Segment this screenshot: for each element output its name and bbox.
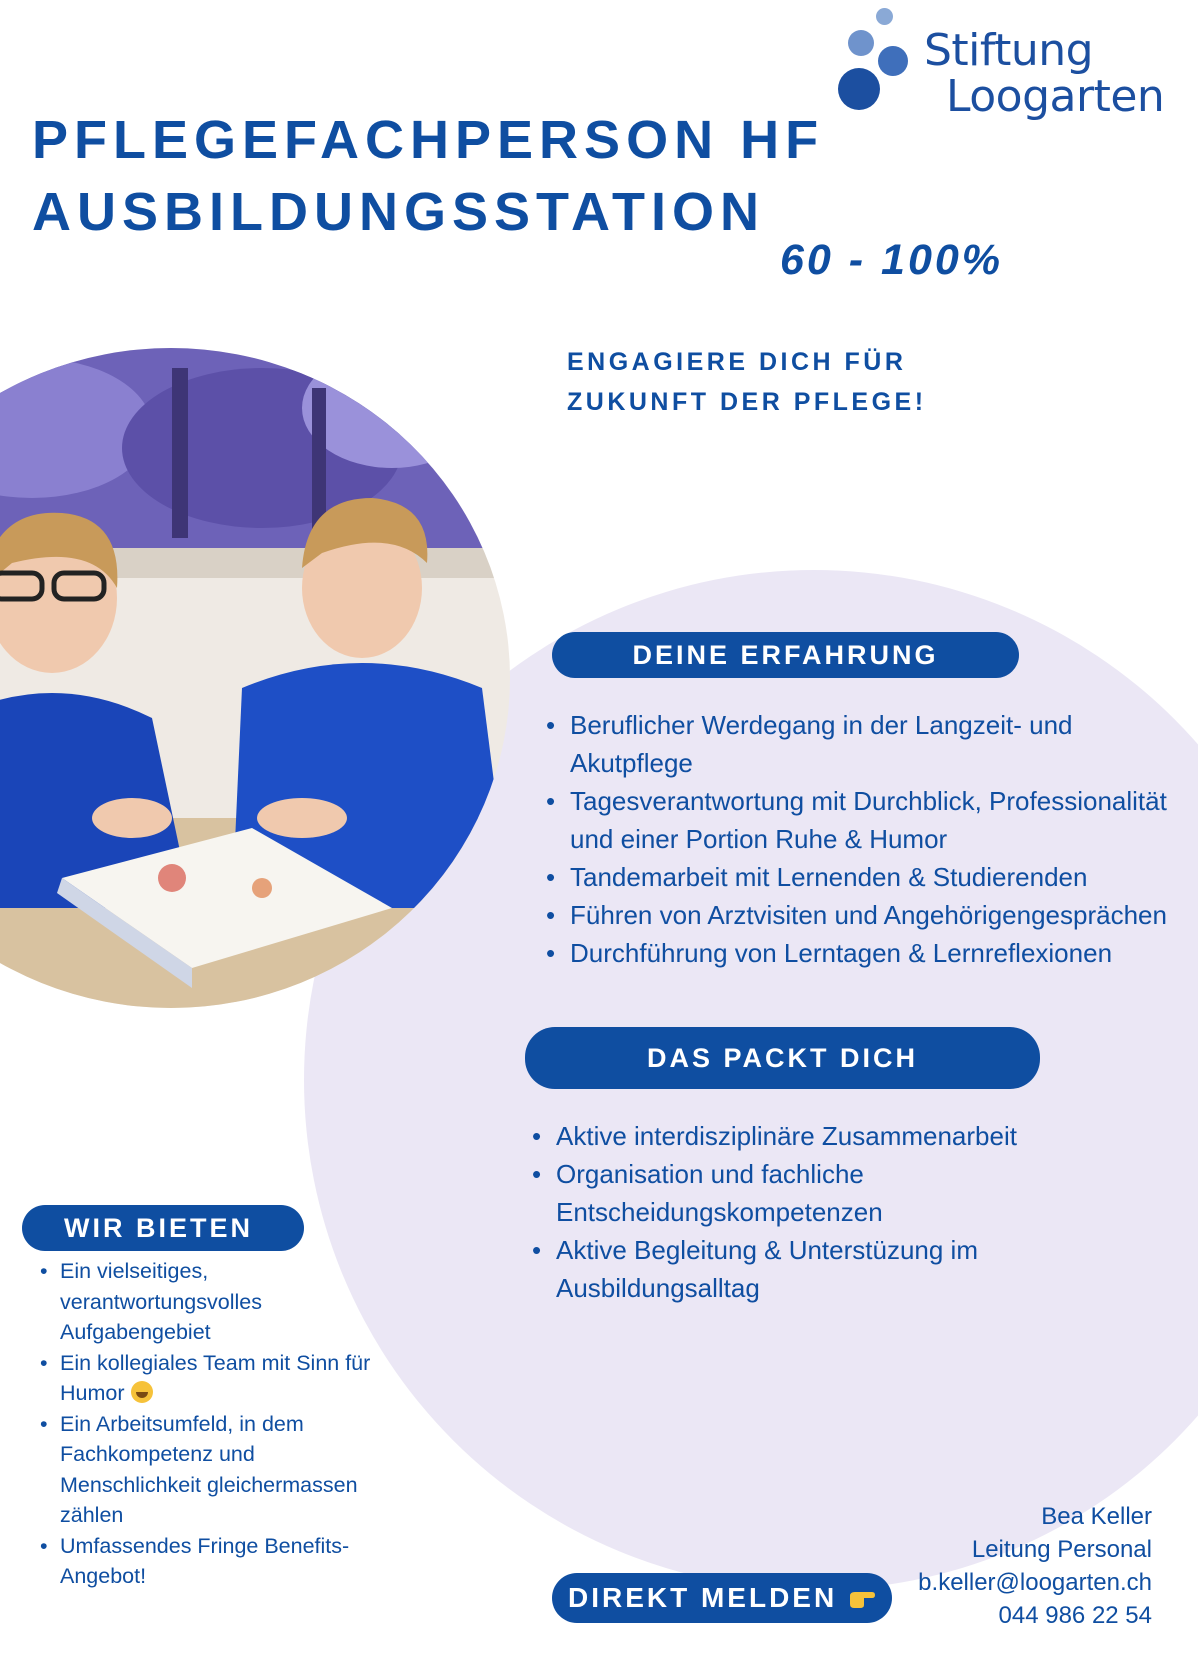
list-item: • Tagesverantwortung mit Durchblick, Professionalität und einer Portion Ruhe & Humor [570, 782, 1170, 858]
list-item: • Umfassendes Fringe Benefits-Angebot! [60, 1531, 390, 1592]
contact-block [918, 1500, 1152, 1632]
direkt-melden-label: DIREKT MELDEN [567, 1582, 838, 1613]
pointing-hand-icon [848, 1588, 876, 1610]
title-line-1: PFLEGEFACHPERSON HF [32, 110, 825, 170]
list-item: • Aktive Begleitung & Unterstüzung im Ausbildungsalltag [556, 1231, 1116, 1307]
list-item: • Aktive interdisziplinäre Zusammenarbeit [556, 1117, 1116, 1155]
logo-dot [848, 30, 874, 56]
contact-name: Bea Keller [1041, 1503, 1152, 1530]
list-item: • Beruflicher Werdegang in der Langzeit- und Akutpflege [570, 706, 1170, 782]
contact-email-link[interactable]: b.keller@loogarten.ch [918, 1569, 1152, 1596]
logo-dot [838, 68, 880, 110]
experience-list [570, 706, 1170, 972]
list-item: • Führen von Arztvisiten und Angehörigengesprächen [570, 896, 1170, 934]
direkt-melden-button[interactable] [552, 1573, 892, 1623]
logo-dot [876, 8, 893, 25]
list-item [60, 1348, 390, 1409]
list-item: • Organisation und fachliche Entscheidungskompetenzen [556, 1155, 1116, 1231]
logo-line-1: Stiftung [924, 25, 1094, 76]
tagline-line-1: ENGAGIERE DICH FÜR [567, 348, 907, 376]
workload-percent: 60 - 100% [780, 236, 1004, 284]
logo-line-2: Loogarten [946, 71, 1165, 122]
list-item: • Durchführung von Lerntagen & Lernreflexionen [570, 934, 1170, 972]
logo-dot [878, 46, 908, 76]
tagline [567, 342, 927, 422]
tagline-line-2: ZUKUNFT DER PFLEGE! [567, 388, 927, 416]
contact-role: Leitung Personal [971, 1536, 1152, 1563]
contact-phone[interactable]: 044 986 22 54 [998, 1602, 1152, 1629]
title-line-2: AUSBILDUNGSSTATION [32, 182, 765, 242]
experience-heading: DEINE ERFAHRUNG [552, 632, 1019, 678]
page-title [32, 104, 824, 248]
logo [836, 8, 1176, 122]
list-item-text: Ein kollegiales Team mit Sinn für Humor [60, 1350, 371, 1405]
packt-heading: DAS PACKT DICH [525, 1027, 1040, 1089]
list-item: • Ein vielseitiges, verantwortungsvolles Aufgabengebiet [60, 1256, 390, 1348]
list-item: • Ein Arbeitsumfeld, in dem Fachkompetenz und Menschlichkeit gleichermassen zählen [60, 1409, 390, 1531]
offer-list [60, 1256, 390, 1592]
offer-heading: WIR BIETEN [22, 1205, 304, 1251]
grinning-face-icon [131, 1381, 153, 1403]
list-item: • Tandemarbeit mit Lernenden & Studierenden [570, 858, 1170, 896]
logo-wordmark [924, 25, 1165, 122]
packt-list [556, 1117, 1116, 1307]
